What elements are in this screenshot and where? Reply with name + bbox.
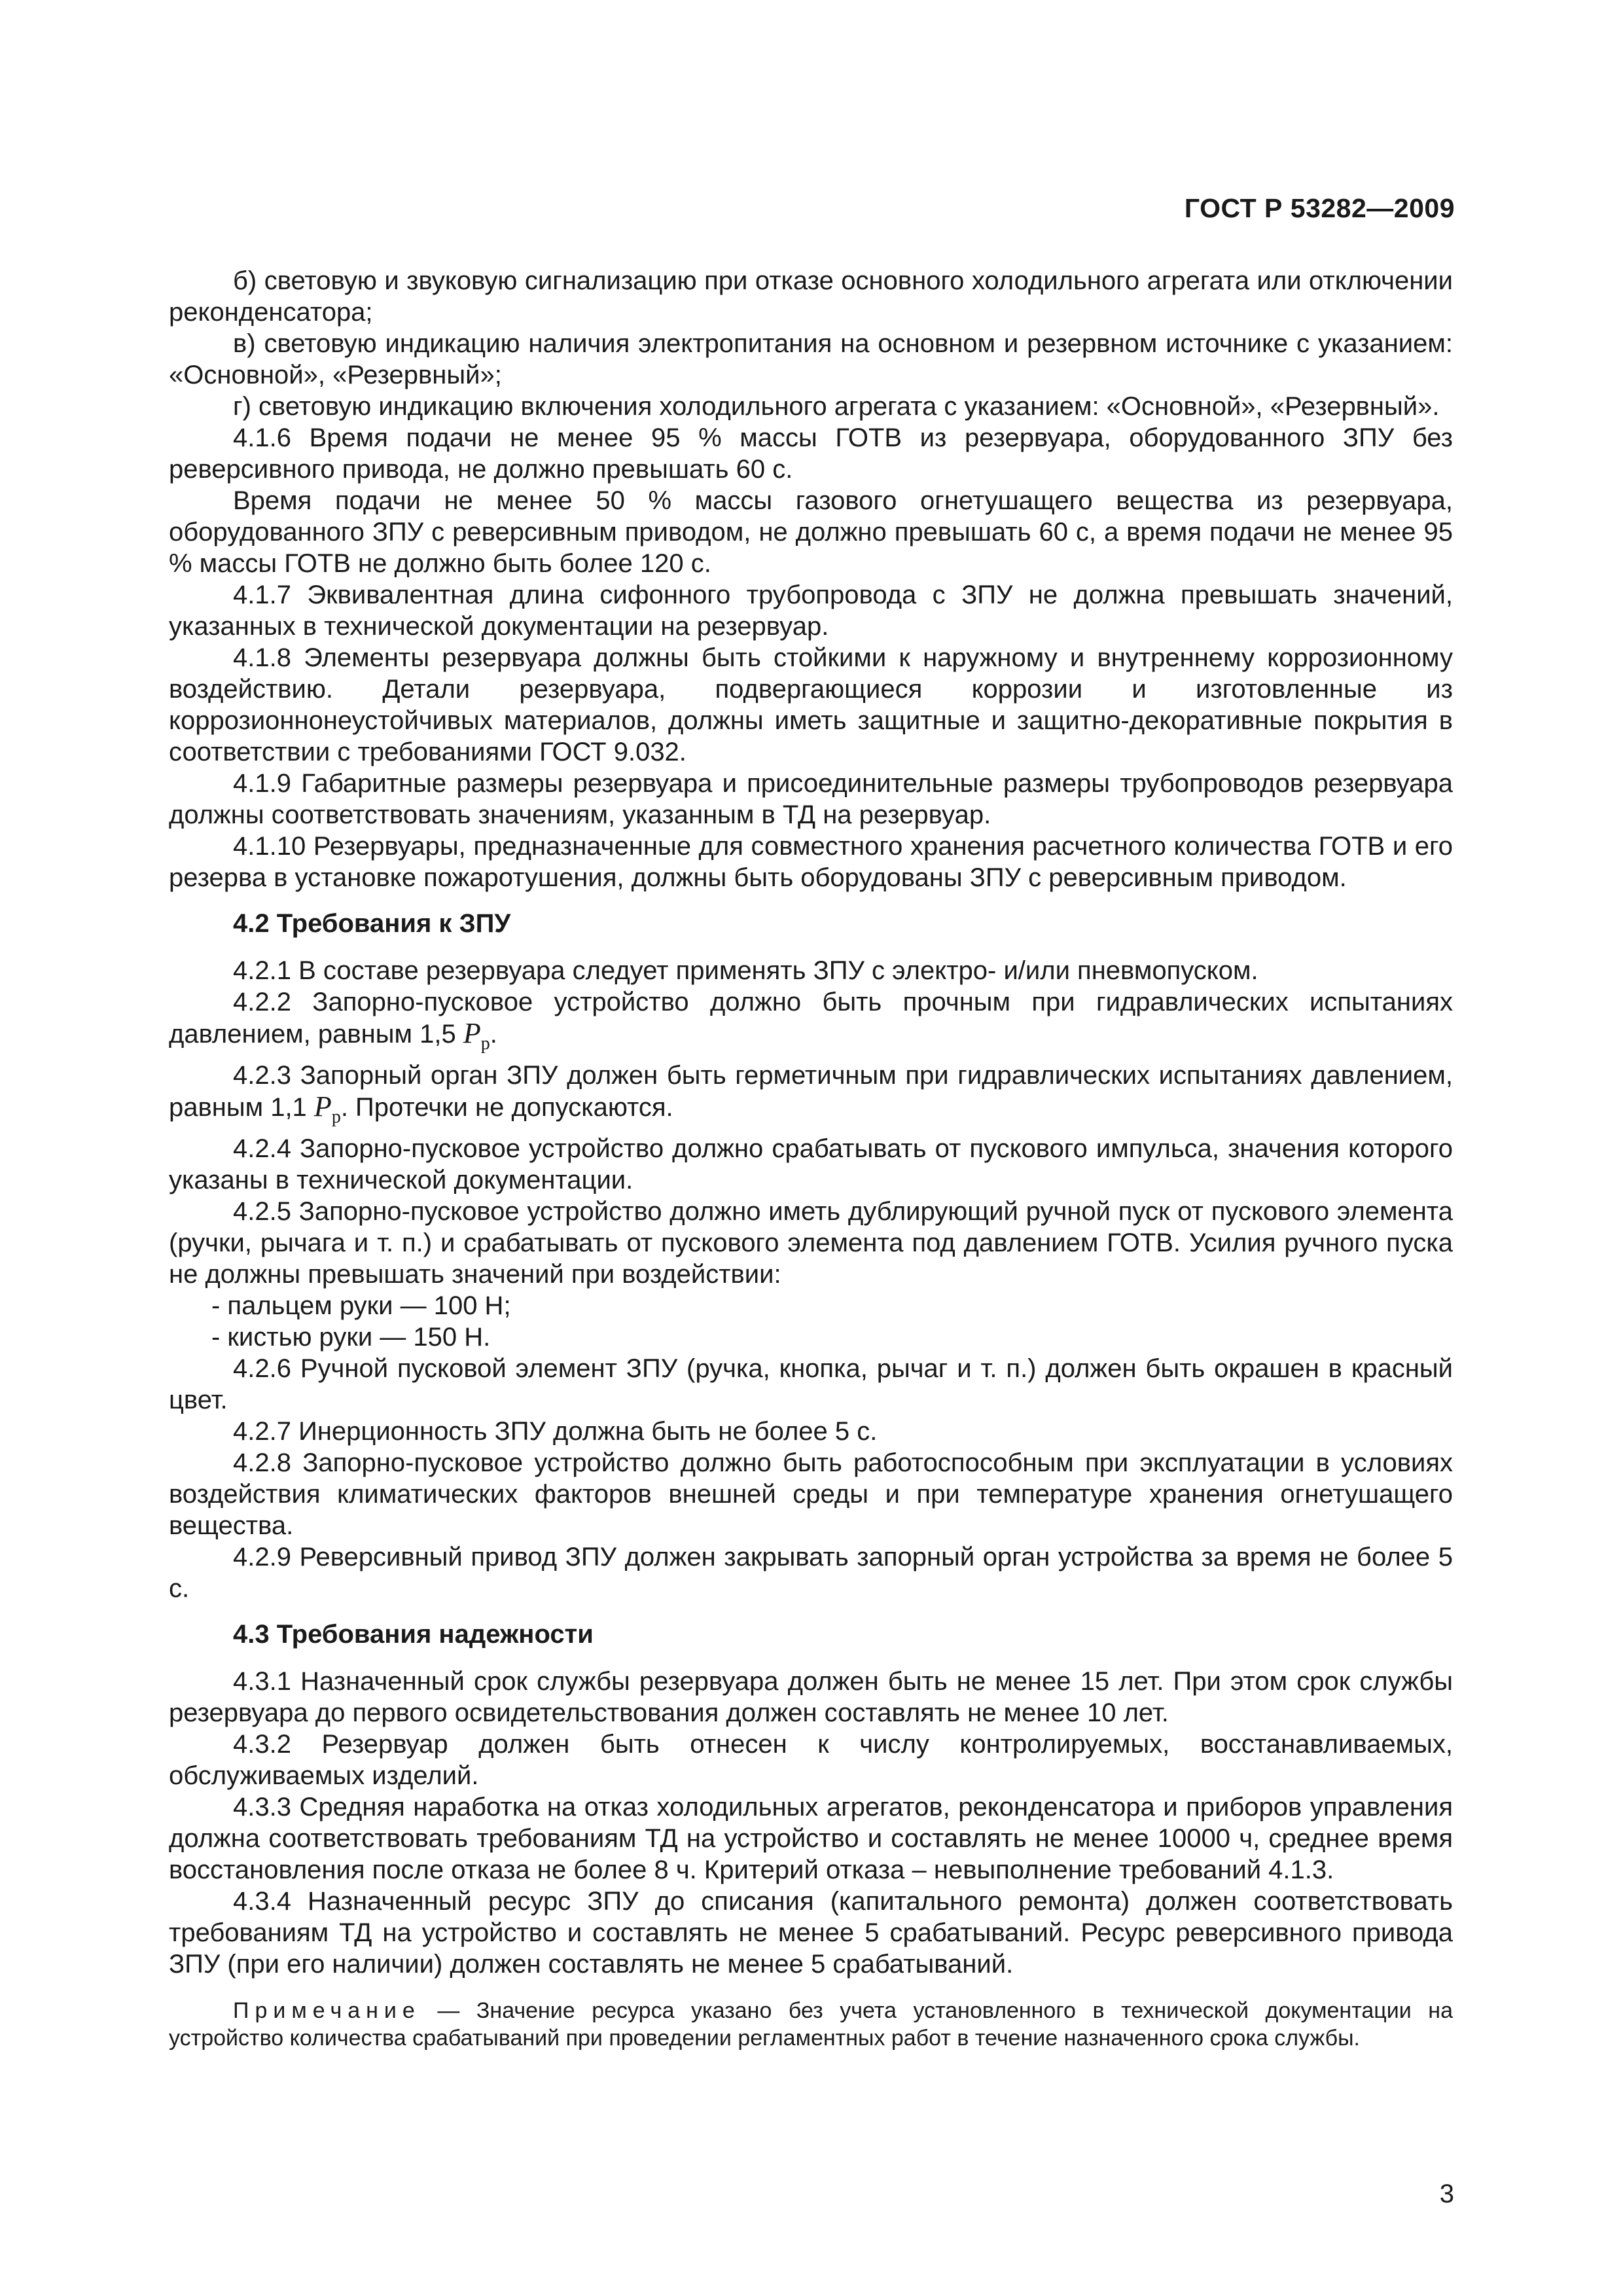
section-heading: 4.2 Требования к ЗПУ	[233, 909, 511, 938]
paragraph: 4.1.9 Габаритные размеры резервуара и присоединительные размеры трубопроводов резервуара должны соответствовать значениям, указанным в ТД на резервуар.	[169, 769, 1453, 829]
pressure-symbol	[313, 1090, 341, 1127]
section-heading: 4.3 Требования надежности	[233, 1619, 594, 1649]
math-var: P	[313, 1090, 332, 1122]
paragraph: 4.2.6 Ручной пусковой элемент ЗПУ (ручка, кнопка, рычаг и т. п.) должен быть окрашен в красный цвет.	[169, 1354, 1453, 1414]
paragraph: 4.3.4 Назначенный ресурс ЗПУ до списания (капитального ремонта) должен соответствовать требованиям ТД на устройство и составлять не менее 5 срабатываний. Ресурс реверсивного привода ЗПУ (при его наличии) должен составлять не менее 5 срабатываний.	[169, 1886, 1453, 1979]
paragraph: в) световую индикацию наличия электропитания на основном и резервном источнике с указанием: «Основной», «Резервный»;	[169, 329, 1453, 389]
note	[169, 1997, 1453, 2052]
text-run: 4.2.3 Запорный орган ЗПУ должен быть герметичным при гидравлических испытаниях давлением, равным 1,1	[169, 1060, 1453, 1122]
paragraph: 4.1.6 Время подачи не менее 95 % массы ГОТВ из резервуара, оборудованного ЗПУ без реверсивного привода, не должно превышать 60 с.	[169, 423, 1453, 484]
paragraph: 4.1.10 Резервуары, предназначенные для совместного хранения расчетного количества ГОТВ и его резерва в установке пожаротушения, должны быть оборудованы ЗПУ с реверсивным приводом.	[169, 832, 1453, 892]
math-sub: р	[480, 1033, 490, 1054]
paragraph: 4.2.1 В составе резервуара следует применять ЗПУ с электро- и/или пневмопуском.	[233, 956, 1258, 985]
paragraph: г) световую индикацию включения холодильного агрегата с указанием: «Основной», «Резервный».	[233, 392, 1440, 421]
paragraph: Время подачи не менее 50 % массы газового огнетушащего вещества из резервуара, оборудованного ЗПУ с реверсивным приводом, не должно превышать 60 с, а время подачи не менее 95 % массы ГОТВ не должно быть более 120 с.	[169, 486, 1453, 578]
paragraph: 4.3.2 Резервуар должен быть отнесен к числу контролируемых, восстанавливаемых, обслуживаемых изделий.	[169, 1729, 1453, 1790]
paragraph: 4.2.7 Инерционность ЗПУ должна быть не более 5 с.	[233, 1416, 878, 1446]
note-label: Примечание	[233, 1998, 421, 2023]
list-item: - кистью руки — 150 Н.	[211, 1322, 491, 1352]
paragraph: 4.1.8 Элементы резервуара должны быть стойкими к наружному и внутреннему коррозионному воздействию. Детали резервуара, подвергающиеся коррозии и изготовленные из коррозионнонеустойчивых материалов, должны иметь защитные и защитно-декоративные покрытия в соответствии с требованиями ГОСТ 9.032.	[169, 643, 1453, 766]
text-run: . Протечки не допускаются.	[340, 1092, 673, 1122]
paragraph: 4.2.9 Реверсивный привод ЗПУ должен закрывать запорный орган устройства за время не более 5 с.	[169, 1542, 1453, 1603]
paragraph: 4.2.4 Запорно-пусковое устройство должно срабатывать от пускового импульса, значения которого указаны в технической документации.	[169, 1134, 1453, 1194]
paragraph	[169, 986, 1453, 1060]
document-body	[169, 265, 1453, 2052]
paragraph: 4.2.5 Запорно-пусковое устройство должно иметь дублирующий ручной пуск от пускового элемента (ручки, рычага и т. п.) и срабатывать от пускового элемента под давлением ГОТВ. Усилия ручного пуска не должны превышать значений при воздействии:	[169, 1196, 1453, 1289]
paragraph: б) световую и звуковую сигнализацию при отказе основного холодильного агрегата или отключении реконденсатора;	[169, 266, 1453, 327]
page-number: 3	[1439, 2179, 1454, 2208]
list-item: - пальцем руки — 100 Н;	[211, 1291, 511, 1320]
paragraph: 4.3.1 Назначенный срок службы резервуара должен быть не менее 15 лет. При этом срок службы резервуара до первого освидетельствования должен составлять не менее 10 лет.	[169, 1666, 1453, 1727]
text-run: 4.2.2 Запорно-пусковое устройство должно быть прочным при гидравлических испытаниях давлением, равным 1,5	[169, 988, 1453, 1049]
paragraph: 4.3.3 Средняя наработка на отказ холодильных агрегатов, реконденсатора и приборов управления должна соответствовать требованиям ТД на устройство и составлять не менее 10000 ч, среднее время восстановления после отказа не более 8 ч. Критерий отказа – невыполнение требований 4.1.3.	[169, 1792, 1453, 1884]
paragraph: 4.1.7 Эквивалентная длина сифонного трубопровода с ЗПУ не должна превышать значений, указанных в технической документации на резервуар.	[169, 581, 1453, 641]
paragraph: 4.2.8 Запорно-пусковое устройство должно быть работоспособным при эксплуатации в условиях воздействия климатических факторов внешней среды и при температуре хранения огнетушащего вещества.	[169, 1448, 1453, 1540]
pressure-symbol	[463, 1017, 490, 1054]
note-text: — Значение ресурса указано без учета установленного в технической документации на устройство количества срабатываний при проведении регламентных работ в течение назначенного срока службы.	[169, 1998, 1453, 2051]
math-var: P	[463, 1017, 481, 1049]
paragraph	[169, 1060, 1453, 1133]
document-id: ГОСТ Р 53282—2009	[1184, 193, 1455, 223]
math-sub: р	[331, 1106, 341, 1127]
text-run: .	[490, 1020, 497, 1049]
